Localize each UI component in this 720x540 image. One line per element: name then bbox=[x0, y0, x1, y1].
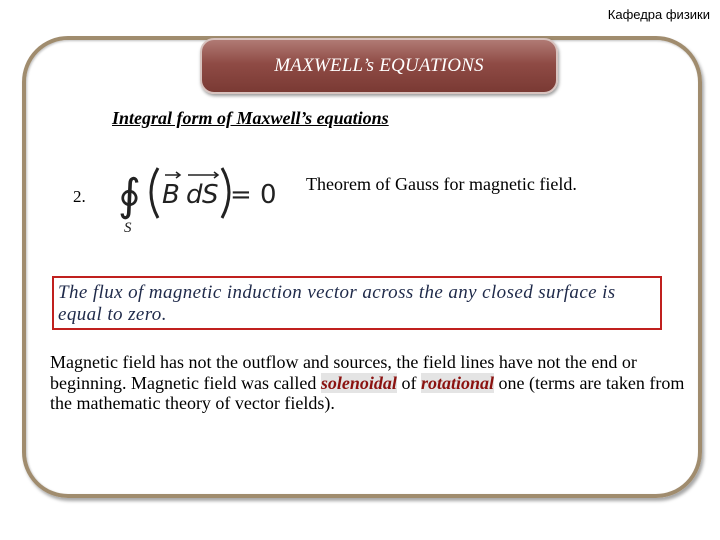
boxed-statement: The flux of magnetic induction vector across the any closed surface is equal to zero. bbox=[52, 276, 662, 330]
equation-number: 2. bbox=[73, 187, 86, 206]
paragraph-text-middle: of bbox=[396, 372, 421, 393]
vector-s-symbol: S bbox=[202, 180, 219, 210]
vector-ds-arrow bbox=[188, 172, 218, 178]
vector-b-arrow bbox=[165, 172, 180, 178]
term-rotational: rotational bbox=[420, 372, 494, 393]
slide-title: MAXWELL’s EQUATIONS bbox=[274, 55, 484, 76]
department-label: Кафедра физики bbox=[607, 7, 710, 22]
vector-b-symbol: B bbox=[162, 180, 180, 210]
slide-frame bbox=[22, 36, 702, 498]
paragraph-text-before: Magnetic field has not the outflow and sources, the field lines have not the end or beginning. Magnetic field was called bbox=[50, 352, 637, 393]
slide-subtitle: Integral form of Maxwell’s equations bbox=[112, 108, 389, 128]
equals-zero: = 0 bbox=[230, 180, 277, 210]
term-solenoidal: solenoidal bbox=[320, 372, 397, 393]
differential-d: d bbox=[186, 180, 203, 210]
explanation-paragraph bbox=[50, 352, 690, 414]
gauss-magnetic-equation bbox=[118, 156, 278, 236]
left-paren bbox=[151, 168, 158, 218]
right-paren bbox=[222, 168, 229, 218]
title-banner bbox=[200, 38, 558, 94]
theorem-label: Theorem of Gauss for magnetic field. bbox=[306, 174, 577, 194]
integral-sign: ∮ bbox=[118, 170, 141, 221]
paragraph-text-after: one (terms are taken from the mathematic theory of vector fields). bbox=[50, 372, 685, 413]
integral-lower-limit: S bbox=[124, 220, 132, 236]
